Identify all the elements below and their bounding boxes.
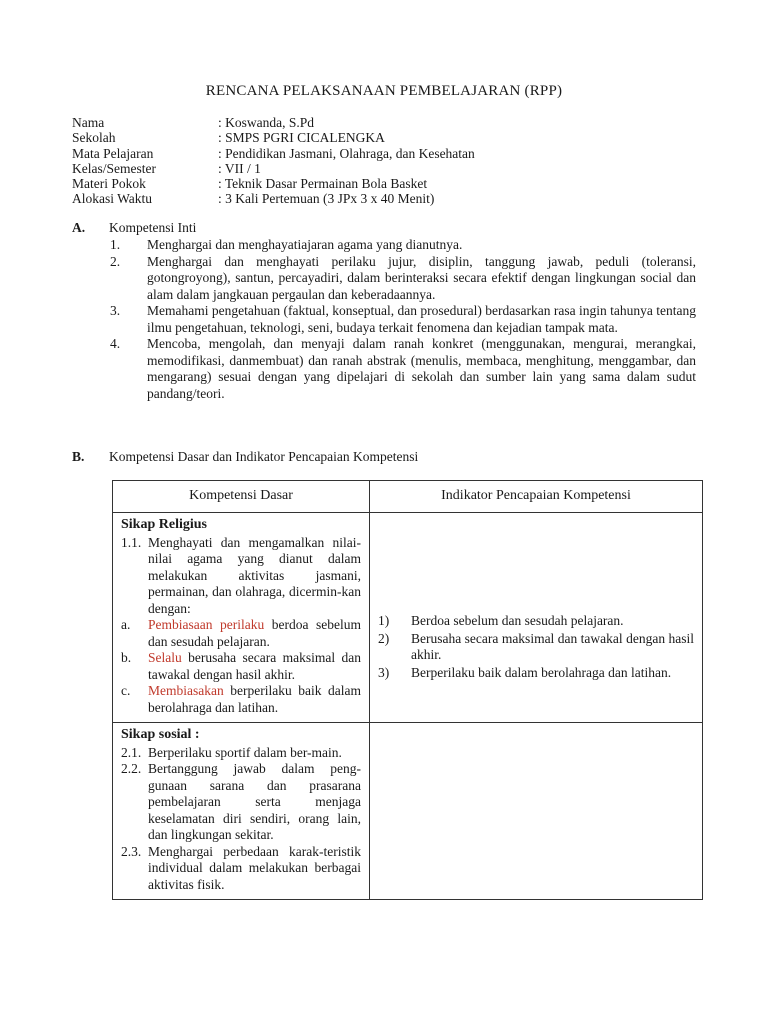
table-header-row [113, 481, 703, 513]
item-text: Menghargai perbedaan karak-teristik individual dalam melakukan berbagai aktivitas fisik. [148, 843, 361, 892]
info-value: : SMPS PGRI CICALENGKA [218, 130, 385, 146]
section-kompetensi-inti [72, 220, 696, 402]
item-text [148, 617, 361, 650]
indicator-item [378, 665, 694, 682]
item-number: 1.1. [121, 534, 142, 550]
info-row-nama [72, 115, 475, 130]
list-item [121, 650, 361, 683]
indicator-number: 1) [378, 613, 390, 628]
indicator-item [378, 631, 694, 664]
list-item [121, 745, 361, 762]
section-kompetensi-dasar [72, 449, 696, 466]
cell-indikator-religius [370, 513, 703, 723]
list-item [72, 237, 696, 254]
highlight-text: Selalu [148, 650, 182, 665]
item-number: 2.1. [121, 744, 142, 760]
info-label: Alokasi Waktu [72, 191, 153, 207]
info-value: : VII / 1 [218, 160, 261, 176]
item-text: Menghargai dan menghayatiajaran agama yang dianutnya. [147, 237, 463, 252]
item-letter: b. [121, 650, 132, 665]
indicator-text: Berusaha secara maksimal dan tawakal dengan hasil akhir. [411, 630, 694, 662]
list-item [121, 617, 361, 650]
info-row-kelas-semester [72, 161, 475, 176]
indicator-number: 2) [378, 630, 390, 646]
item-text: Bertanggung jawab dalam peng-gunaan sarana dan prasarana pembelajaran serta menjaga keselamatan diri sendiri, orang lain, dan lingkungan sekitar. [148, 761, 361, 842]
indicator-list [370, 513, 702, 681]
table-row-sosial [113, 723, 703, 900]
highlight-text: Membiasakan [148, 683, 224, 698]
info-label: Sekolah [72, 130, 116, 146]
subheading-religius: Sikap Religius [121, 517, 207, 532]
info-label: Nama [72, 115, 105, 130]
section-letter: B. [72, 449, 85, 464]
section-title: Kompetensi Inti [109, 220, 197, 235]
item-text: Menghayati dan mengamalkan nilai-nilai agama yang dianut dalam melakukan aktivitas jasmani, permainan, dan olahraga, dicermin-kan dengan: [148, 534, 361, 616]
document-title: RENCANA PELAKSANAAN PEMBELAJARAN (RPP) [205, 83, 563, 99]
info-label: Materi Pokok [72, 176, 146, 192]
item-text: Memahami pengetahuan (faktual, konseptual, dan prosedural) berdasarkan rasa ingin tahunya tentang ilmu pengetahuan, teknologi, seni, budaya terkait fenomena dan kejadian tampak mata. [147, 303, 696, 335]
list-item [121, 683, 361, 716]
list-item [72, 336, 696, 402]
section-heading [72, 220, 696, 237]
item-letter: c. [121, 683, 131, 698]
list-item [121, 535, 361, 618]
info-value: : 3 Kali Pertemuan (3 JPx 3 x 40 Menit) [218, 191, 435, 207]
indicator-item [378, 613, 694, 630]
column-header-kompetensi-dasar: Kompetensi Dasar [113, 481, 370, 513]
indicator-text: Berdoa sebelum dan sesudah pelajaran. [411, 613, 624, 628]
kompetensi-inti-list [72, 237, 696, 402]
column-header-indikator: Indikator Pencapaian Kompetensi [370, 481, 703, 513]
table-row-religius [113, 513, 703, 723]
info-row-sekolah [72, 130, 475, 145]
info-label: Kelas/Semester [72, 160, 156, 176]
info-value: : Pendidikan Jasmani, Olahraga, dan Kesehatan [218, 145, 475, 161]
item-number: 4. [110, 336, 121, 351]
item-text: Menghargai dan menghayati perilaku jujur, disiplin, tanggung jawab, peduli (toleransi, gotongroyong), santun, percayadiri, dalam berinteraksi secara efektif dengan lingkungan social dan alam dalam jangkauan pergaulan dan keberadaannya. [147, 253, 696, 302]
list-item [72, 303, 696, 336]
highlight-text: Pembiasaan perilaku [148, 617, 265, 632]
info-row-alokasi-waktu [72, 191, 475, 206]
indicator-text: Berperilaku baik dalam berolahraga dan latihan. [411, 664, 672, 680]
list-item [121, 844, 361, 894]
item-rest-text: berperilaku baik dalam berolahraga dan latihan. [148, 683, 361, 715]
section-title: Kompetensi Dasar dan Indikator Pencapaian Kompetensi [109, 449, 419, 464]
item-number: 3. [110, 303, 121, 318]
item-number: 2. [110, 253, 121, 269]
section-letter: A. [72, 220, 86, 235]
item-number: 1. [110, 237, 121, 252]
list-item [72, 254, 696, 304]
item-text: Berperilaku sportif dalam ber-main. [148, 744, 342, 760]
identity-block [72, 115, 475, 207]
cell-kompetensi-sosial [113, 723, 370, 900]
cell-kompetensi-religius [113, 513, 370, 723]
item-number: 2.2. [121, 761, 142, 776]
cell-indikator-sosial [370, 723, 703, 900]
list-item [121, 761, 361, 844]
info-label: Mata Pelajaran [72, 145, 154, 161]
subheading-sosial: Sikap sosial : [121, 727, 200, 742]
item-text [148, 683, 361, 716]
info-row-mata-pelajaran [72, 146, 475, 161]
item-text [148, 650, 361, 683]
info-value: : Koswanda, S.Pd [218, 115, 315, 130]
item-rest-text: berusaha secara maksimal dan tawakal dengan hasil akhir. [148, 650, 361, 682]
item-letter: a. [121, 617, 131, 632]
indicator-number: 3) [378, 664, 390, 680]
item-text: Mencoba, mengolah, dan menyaji dalam ranah konkret (menggunakan, mengurai, merangkai, memodifikasi, danmembuat) dan ranah abstrak (menulis, membaca, menghitung, menggambar, dan mengarang) sesuai dengan yang dipelajari di sekolah dan sumber lain yang sama dalam sudut pandang/teori. [147, 336, 696, 401]
info-value: : Teknik Dasar Permainan Bola Basket [218, 176, 428, 192]
info-row-materi-pokok [72, 176, 475, 191]
kompetensi-table [112, 480, 703, 900]
item-rest-text: berdoa sebelum dan sesudah pelajaran. [148, 617, 361, 649]
section-heading [72, 449, 696, 466]
item-number: 2.3. [121, 843, 142, 859]
